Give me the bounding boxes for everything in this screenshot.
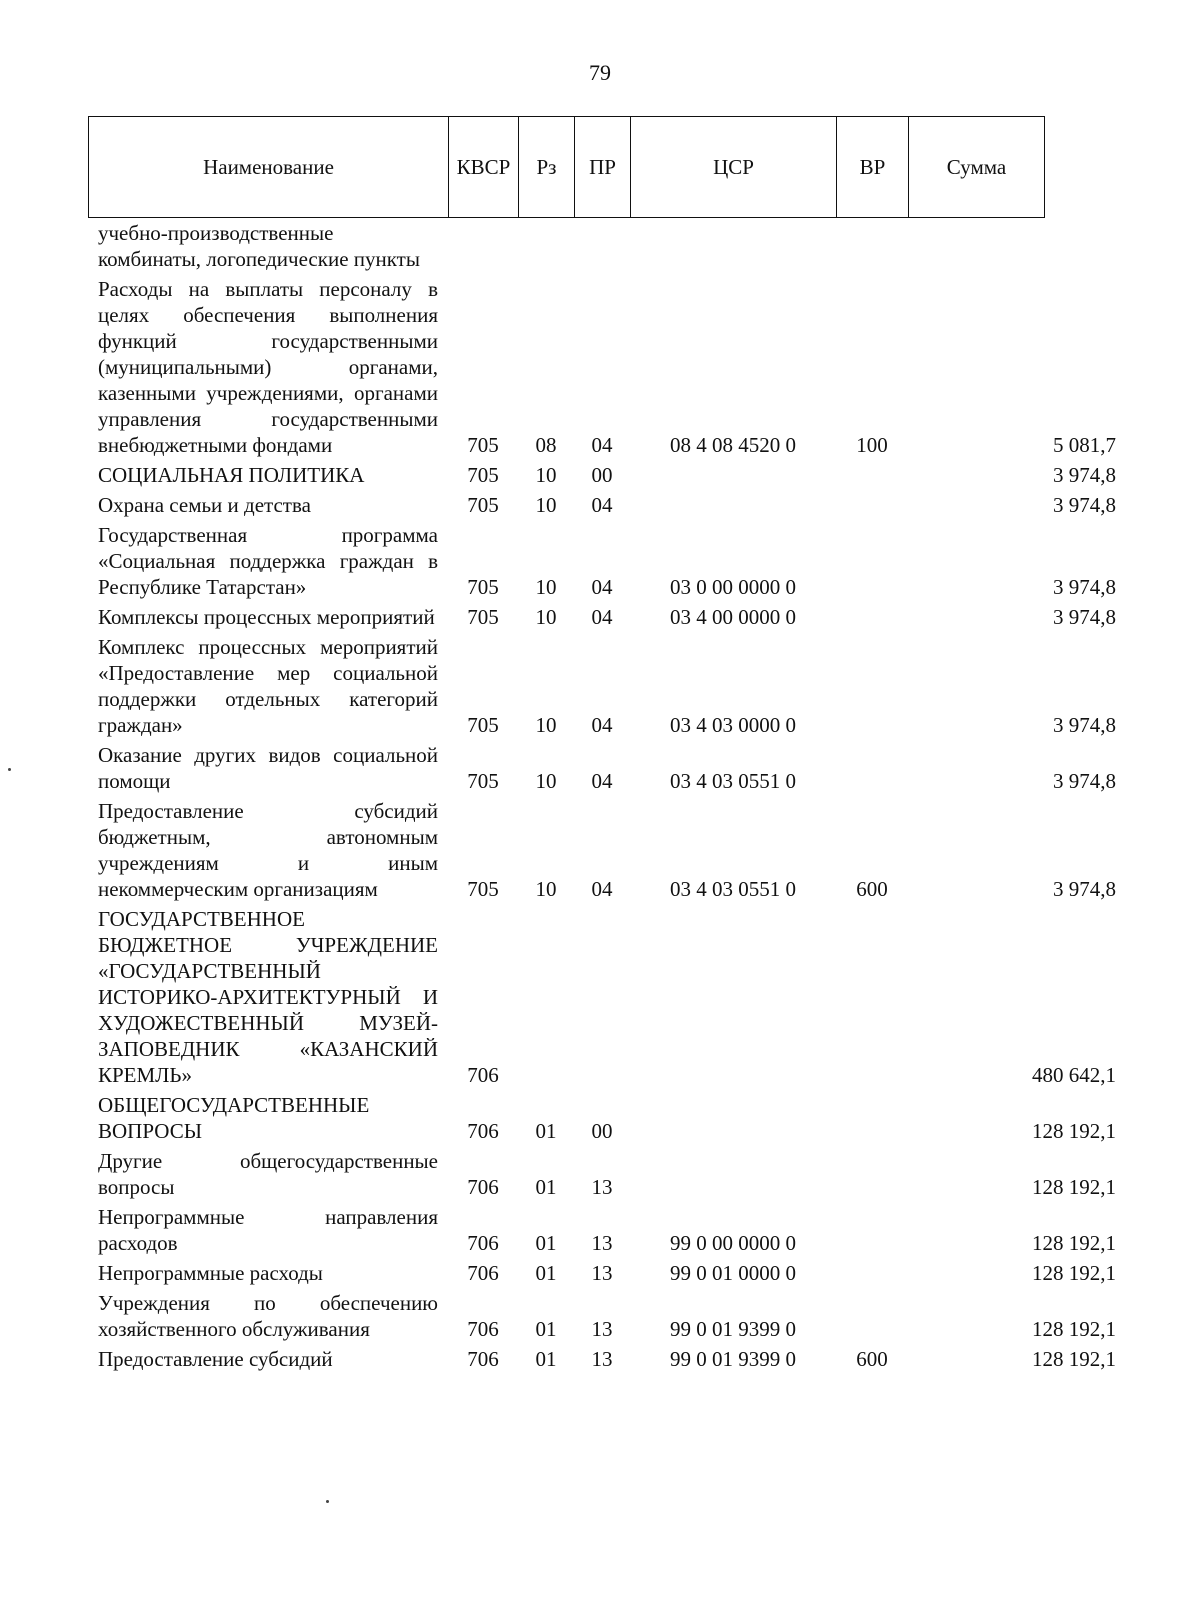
cell-pr: 04 xyxy=(591,769,613,793)
cell-rz: 10 xyxy=(535,575,557,599)
table-header xyxy=(88,116,1045,218)
cell-csr: 99 0 01 0000 0 xyxy=(670,1261,796,1285)
column-header-vr: ВР xyxy=(837,117,909,218)
cell-csr xyxy=(630,220,836,276)
cell-vr: 100 xyxy=(856,433,888,457)
cell-csr xyxy=(630,492,836,522)
cell-name: ГОСУДАРСТВЕННОЕ БЮДЖЕТНОЕ УЧРЕЖДЕНИЕ «ГОСУДАРСТВЕННЫЙ ИСТОРИКО-АРХИТЕКТУРНЫЙ И ХУДОЖЕСТВЕННЫЙ МУЗЕЙ-ЗАПОВЕДНИК «КАЗАНСКИЙ КРЕМЛЬ» xyxy=(98,907,438,1087)
cell-name: ОБЩЕГОСУДАРСТВЕННЫЕ ВОПРОСЫ xyxy=(98,1093,370,1143)
column-header-kvsr: КВСР xyxy=(449,117,519,218)
cell-csr: 99 0 00 0000 0 xyxy=(670,1231,796,1255)
cell-pr: 04 xyxy=(591,605,613,629)
cell-sum: 128 192,1 xyxy=(1032,1119,1116,1143)
cell-rz: 01 xyxy=(535,1261,557,1285)
page-number: 79 xyxy=(589,60,611,85)
cell-csr: 03 4 00 0000 0 xyxy=(670,605,796,629)
cell-vr xyxy=(836,604,908,634)
cell-kvsr: 706 xyxy=(467,1317,499,1341)
column-header-pr: ПР xyxy=(575,117,631,218)
cell-rz: 10 xyxy=(535,493,557,517)
cell-pr: 13 xyxy=(591,1261,613,1285)
cell-pr: 04 xyxy=(591,433,613,457)
cell-csr xyxy=(630,906,836,1092)
cell-sum: 128 192,1 xyxy=(1032,1261,1116,1285)
cell-pr: 04 xyxy=(591,493,613,517)
cell-sum: 480 642,1 xyxy=(1032,1063,1116,1087)
cell-rz: 01 xyxy=(535,1317,557,1341)
cell-pr xyxy=(574,906,630,1092)
cell-name: Расходы на выплаты персоналу в целях обеспечения выполнения функций государственными (муниципальными) органами, казенными учреждениями, органами управления государственными внебюджетными фондами xyxy=(98,277,438,457)
cell-csr: 08 4 08 4520 0 xyxy=(670,433,796,457)
table-row xyxy=(88,276,1120,462)
cell-rz: 01 xyxy=(535,1175,557,1199)
column-header-sum: Сумма xyxy=(909,117,1045,218)
cell-pr: 13 xyxy=(591,1317,613,1341)
cell-pr: 13 xyxy=(591,1175,613,1199)
column-header-name: Наименование xyxy=(89,117,449,218)
cell-name: Государственная программа «Социальная поддержка граждан в Республике Татарстан» xyxy=(98,523,438,599)
cell-vr xyxy=(836,1092,908,1148)
cell-rz: 10 xyxy=(535,877,557,901)
table-row xyxy=(88,634,1120,742)
cell-sum: 3 974,8 xyxy=(1053,605,1116,629)
table-row xyxy=(88,1346,1120,1376)
cell-sum: 128 192,1 xyxy=(1032,1317,1116,1341)
column-header-rz: Рз xyxy=(519,117,575,218)
cell-csr: 03 4 03 0551 0 xyxy=(670,877,796,901)
cell-vr xyxy=(836,1260,908,1290)
cell-kvsr: 705 xyxy=(467,877,499,901)
cell-kvsr: 706 xyxy=(467,1231,499,1255)
cell-name: Комплексы процессных мероприятий xyxy=(98,605,435,629)
cell-csr: 99 0 01 9399 0 xyxy=(670,1317,796,1341)
cell-rz: 10 xyxy=(535,713,557,737)
cell-sum: 128 192,1 xyxy=(1032,1231,1116,1255)
cell-kvsr: 705 xyxy=(467,713,499,737)
cell-sum: 128 192,1 xyxy=(1032,1175,1116,1199)
table-row xyxy=(88,1204,1120,1260)
cell-sum: 3 974,8 xyxy=(1053,463,1116,487)
cell-rz xyxy=(518,220,574,276)
cell-rz: 01 xyxy=(535,1347,557,1371)
cell-kvsr: 705 xyxy=(467,769,499,793)
cell-csr: 03 4 03 0000 0 xyxy=(670,713,796,737)
cell-name: СОЦИАЛЬНАЯ ПОЛИТИКА xyxy=(98,463,365,487)
cell-rz: 10 xyxy=(535,605,557,629)
cell-sum: 3 974,8 xyxy=(1053,713,1116,737)
cell-pr: 13 xyxy=(591,1347,613,1371)
cell-pr: 13 xyxy=(591,1231,613,1255)
cell-rz: 10 xyxy=(535,463,557,487)
cell-vr xyxy=(836,1148,908,1204)
scan-speck xyxy=(8,768,11,771)
cell-kvsr: 705 xyxy=(467,463,499,487)
cell-vr: 600 xyxy=(856,877,888,901)
cell-vr xyxy=(836,634,908,742)
cell-name: Предоставление субсидий бюджетным, автономным учреждениям и иным некоммерческим организациям xyxy=(98,799,438,901)
cell-csr xyxy=(630,1148,836,1204)
cell-kvsr: 706 xyxy=(467,1063,499,1087)
column-header-csr: ЦСР xyxy=(631,117,837,218)
cell-vr xyxy=(836,522,908,604)
cell-rz: 01 xyxy=(535,1119,557,1143)
table-row xyxy=(88,1092,1120,1148)
cell-sum: 5 081,7 xyxy=(1053,433,1116,457)
cell-pr: 04 xyxy=(591,713,613,737)
cell-kvsr xyxy=(448,220,518,276)
cell-pr: 00 xyxy=(591,1119,613,1143)
table-row xyxy=(88,742,1120,798)
cell-vr xyxy=(836,742,908,798)
cell-sum: 3 974,8 xyxy=(1053,493,1116,517)
cell-name: учебно-производственные комбинаты, логопедические пункты xyxy=(98,221,420,271)
cell-kvsr: 705 xyxy=(467,605,499,629)
table-row xyxy=(88,492,1120,522)
cell-vr xyxy=(836,906,908,1092)
cell-kvsr: 706 xyxy=(467,1261,499,1285)
cell-kvsr: 705 xyxy=(467,575,499,599)
cell-vr xyxy=(836,1290,908,1346)
cell-name: Учреждения по обеспечению хозяйственного обслуживания xyxy=(98,1291,438,1341)
budget-table xyxy=(88,220,1120,1376)
cell-name: Непрограммные направления расходов xyxy=(98,1205,438,1255)
cell-vr: 600 xyxy=(856,1347,888,1371)
cell-vr xyxy=(836,220,908,276)
cell-name: Комплекс процессных мероприятий «Предоставление мер социальной поддержки отдельных категорий граждан» xyxy=(98,635,438,737)
cell-rz: 01 xyxy=(535,1231,557,1255)
cell-sum: 3 974,8 xyxy=(1053,769,1116,793)
cell-csr: 03 0 00 0000 0 xyxy=(670,575,796,599)
cell-name: Непрограммные расходы xyxy=(98,1261,323,1285)
cell-kvsr: 705 xyxy=(467,493,499,517)
cell-csr: 99 0 01 9399 0 xyxy=(670,1347,796,1371)
table-row xyxy=(88,906,1120,1092)
cell-csr: 03 4 03 0551 0 xyxy=(670,769,796,793)
cell-name: Предоставление субсидий xyxy=(98,1347,333,1371)
table-row xyxy=(88,1148,1120,1204)
cell-vr xyxy=(836,462,908,492)
table-row xyxy=(88,462,1120,492)
cell-sum: 3 974,8 xyxy=(1053,575,1116,599)
cell-rz: 08 xyxy=(535,433,557,457)
table-body xyxy=(88,220,1120,1376)
cell-pr: 00 xyxy=(591,463,613,487)
cell-kvsr: 706 xyxy=(467,1347,499,1371)
cell-rz: 10 xyxy=(535,769,557,793)
cell-rz xyxy=(518,906,574,1092)
table-row xyxy=(88,604,1120,634)
table-row xyxy=(88,522,1120,604)
cell-sum: 3 974,8 xyxy=(1053,877,1116,901)
cell-vr xyxy=(836,1204,908,1260)
table-row xyxy=(88,220,1120,276)
cell-kvsr: 705 xyxy=(467,433,499,457)
cell-name: Другие общегосударственные вопросы xyxy=(98,1149,438,1199)
cell-name: Охрана семьи и детства xyxy=(98,493,311,517)
cell-kvsr: 706 xyxy=(467,1119,499,1143)
table-row xyxy=(88,798,1120,906)
cell-pr: 04 xyxy=(591,575,613,599)
cell-vr xyxy=(836,492,908,522)
cell-pr xyxy=(574,220,630,276)
cell-sum xyxy=(908,220,1120,276)
cell-name: Оказание других видов социальной помощи xyxy=(98,743,438,793)
cell-csr xyxy=(630,1092,836,1148)
scan-speck xyxy=(326,1500,329,1503)
cell-pr: 04 xyxy=(591,877,613,901)
table-row xyxy=(88,1290,1120,1346)
cell-csr xyxy=(630,462,836,492)
cell-sum: 128 192,1 xyxy=(1032,1347,1116,1371)
table-row xyxy=(88,1260,1120,1290)
cell-kvsr: 706 xyxy=(467,1175,499,1199)
